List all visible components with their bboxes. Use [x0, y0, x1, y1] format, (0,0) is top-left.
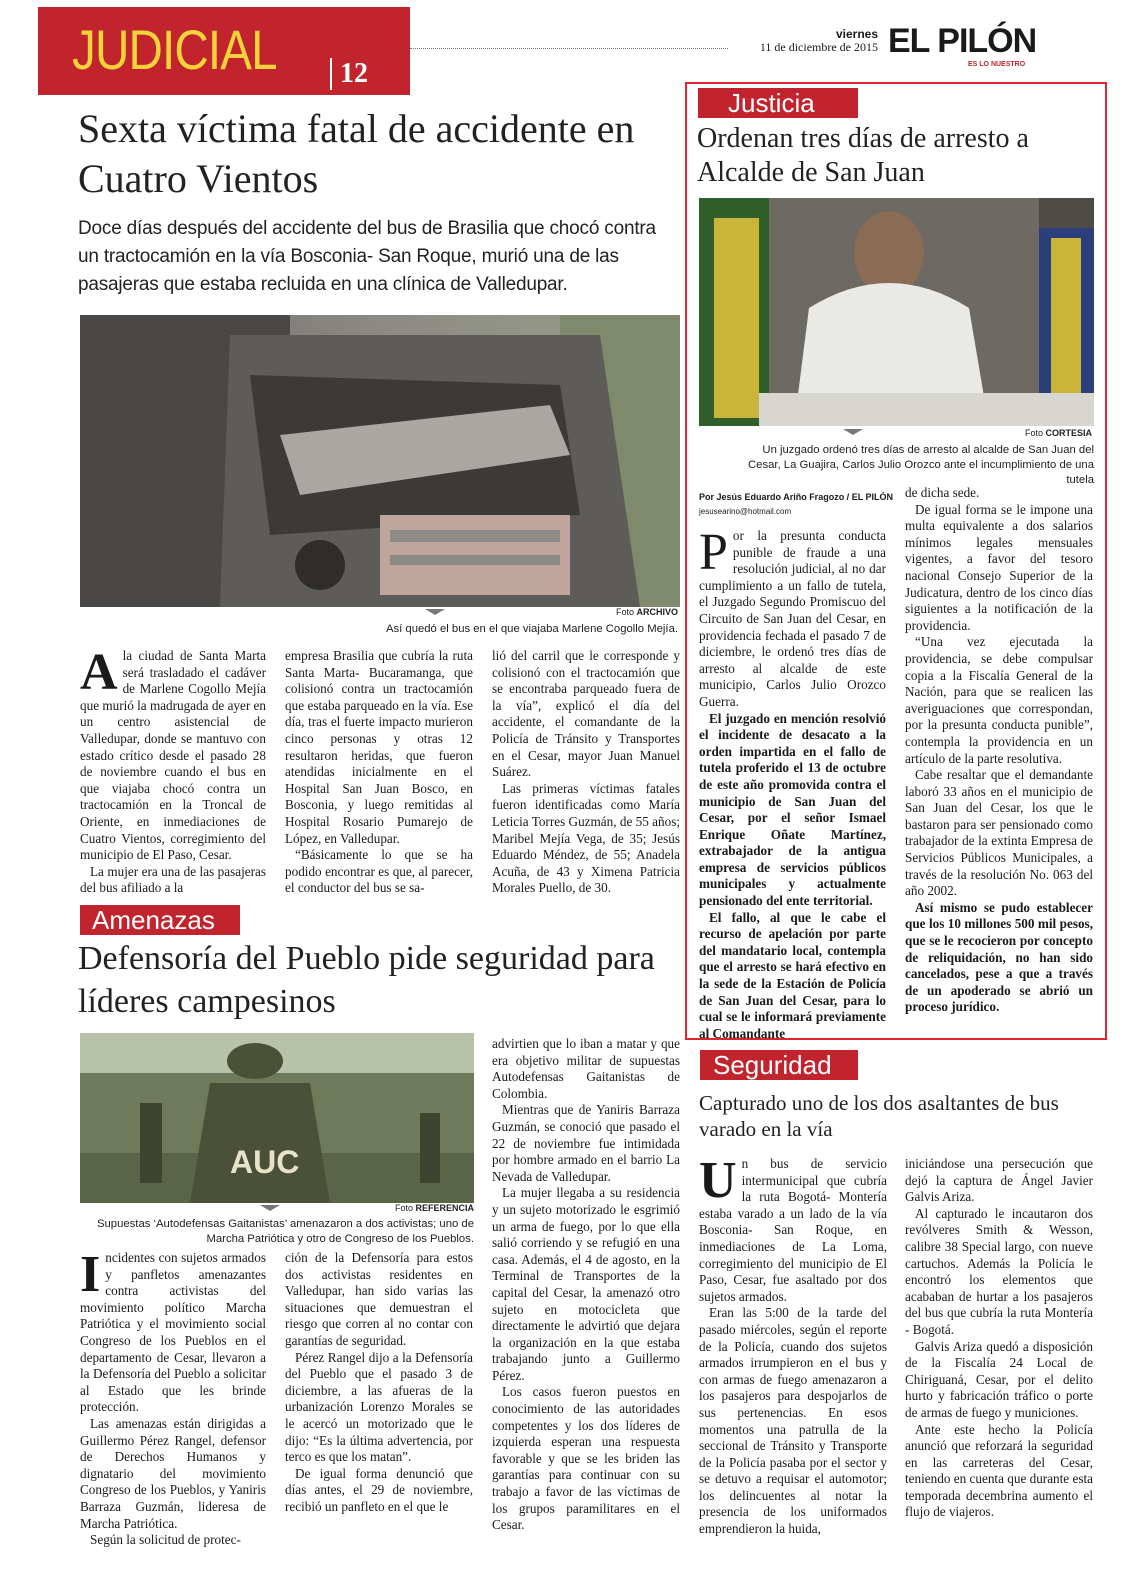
paragraph: ción de la Defensoría para estos dos activistas residentes en Valledupar, han sido varias las situaciones que demuestran el riesgo que corren al no contar con garantías de seguridad.	[285, 1250, 473, 1348]
paragraph: “Una vez ejecutada la providencia, se debe compulsar copia a la Fiscalía General de la Nación, para que se realicen las averiguaciones que correspondan, por la presunta conducta punible”, contempla la providencia en un artículo de la parte resolutiva.	[905, 634, 1093, 766]
article1-photo-credit: Foto ARCHIVO	[615, 607, 678, 617]
article1-dropcap: A	[80, 644, 118, 701]
header-rule	[410, 48, 728, 49]
article1-title: Sexta víctima fatal de accidente en Cuatro Vientos	[78, 106, 635, 201]
page-number-divider	[330, 58, 332, 90]
article3-photo-credit: Foto REFERENCIA	[394, 1203, 474, 1213]
armed-group-illustration	[80, 1033, 474, 1203]
header-date: 11 de diciembre de 2015	[759, 40, 878, 54]
paragraph: Eran las 5:00 de la tarde del pasado miércoles, según el reporte de la Policía, cuando dos sujetos armados irrumpieron en el bus y con armas de fuego amenazaron a los pasajeros para despojarlos de sus pertenencias. En esos momentos una patrulla de la seccional de Tránsito y Transporte de la Policía pasaba por el sector y se detuvo a requisar el automotor; los delincuentes al notar la presencia de los uniformados emprendieron la huida,	[699, 1305, 887, 1537]
article1-lead: Doce días después del accidente del bus de Brasilia que chocó contra un tractocamión en la vía Bosconia- San Roque, murió una de las pasajeras que estaba recluida en una clínica de Valledupar.	[78, 218, 656, 295]
paragraph: Las primeras víctimas fatales fueron identificadas como María Leticia Torres Guzmán, de 55 años; Maribel Mejía Vega, de 35; Jesús Eduardo Méndez, de 55; Anadela Acuña, de 43 y Ximena Patricia Morales Puello, de 30.	[492, 780, 680, 896]
article2-section-label: Justicia	[728, 88, 815, 118]
article2-title: Ordenan tres días de arresto a Alcalde de San Juan	[697, 123, 1029, 188]
paragraph: empresa Brasilia que cubría la ruta Santa Marta- Bucaramanga, que colisionó contra un tractocamión que estaba parqueado en la vía. Ese día, tras el fuerte impacto murieron cinco personas y otras 12 resultaron heridas, que fueron atendidas inicialmente en el Hospital San Juan Bosco, en Bosconia, y luego remitidas al Hospital Rosario Pumarejo de López, en Valledupar.	[285, 648, 473, 846]
paragraph: Las amenazas están dirigidas a Guillermo Pérez Rangel, defensor de Derechos Humanos y dignatario del movimiento Congreso de los Pueblos, y Yaniris Barraza Guzmán, lideresa de Marcha Patriótica.	[80, 1415, 266, 1531]
paragraph: Así mismo se pudo establecer que los 10 millones 500 mil pesos, que se le recocieron por concepto de reliquidación, no han sido cancelados, pese a que a través de un apoderado se abrió un proceso jurídico.	[905, 899, 1093, 1015]
bus-wreck-illustration	[80, 315, 680, 607]
article4-column-2	[905, 1156, 1093, 1521]
paragraph: lió del carril que le corresponde y colisionó con el tractocamión que se encontraba parqueado fuera de la vía”, explicó el día del accidente, el comandante de la Policía de Tránsito y Transportes en el Cesar, mayor Juan Manuel Suárez.	[492, 648, 680, 780]
mayor-at-desk-illustration	[699, 198, 1094, 426]
article3-column-1	[80, 1246, 266, 1549]
paragraph: La mujer llegaba a su residencia y un sujeto motorizado le esgrimió un arma de fuego, por lo que ella salió corriendo y se refugió en una casa. Además, el 4 de agosto, en la Terminal de Transportes de la capital del Cesar, la amenazó otro sujeto en motocicleta que directamente le advirtió que dejara la organización en la que estaba trabajando junto a Guillermo Pérez.	[492, 1185, 680, 1383]
article4-column-1	[699, 1152, 887, 1538]
article1-column-1	[80, 644, 267, 897]
paragraph: Mientras que de Yaniris Barraza Guzmán, se conoció que pasado el 22 de noviembre fue intimidada por hombre armado en el barrio La Nevada de Valledupar.	[492, 1102, 680, 1184]
paragraph: iniciándose una persecución que dejó la captura de Ángel Javier Galvis Ariza.	[905, 1156, 1093, 1205]
paragraph: Cabe resaltar que el demandante laboró 33 años en el municipio de San Juan del Cesar, los que le bastaron para ser pensionado como trabajador de la extinta Empresa de Servicios Públicos Municipales, a través de la resolución No. 063 del año 2002.	[905, 767, 1093, 899]
article1-column-2	[285, 648, 473, 897]
article2-column-1	[699, 524, 886, 1042]
paragraph: ncidentes con sujetos armados y panfletos amenazantes contra activistas del movimiento político Marcha Patriótica y el movimiento social Congreso de los Pueblos en el departamento de Cesar, llevaron a la Defensoría del Pueblo a solicitar al Estado que les brinde protección.	[80, 1250, 266, 1415]
paragraph: Los casos fueron puestos en conocimiento de las autoridades competentes y los dos líderes de izquierda esperan una respuesta favorable y que se les briden las garantías para continuar con su trabajo a favor de las víctimas de los grupos paramilitares en el Cesar.	[492, 1384, 680, 1533]
article3-column-3	[492, 1036, 680, 1534]
article3-caption: Supuestas ‘Autodefensas Gaitanistas’ amenazaron a dos activistas; uno de Marcha Patriótica y otro de Congreso de los Pueblos.	[96, 1218, 474, 1245]
section-title: JUDICIAL	[72, 18, 277, 81]
article2-caption-pointer	[843, 429, 863, 435]
article3-column-2	[285, 1250, 473, 1516]
article2-byline: Por Jesús Eduardo Ariño Fragozo / EL PILÓN	[699, 492, 894, 502]
paragraph: Pérez Rangel dijo a la Defensoría del Pueblo que el pasado 3 de diciembre, a las afueras de la urbanización Lorenzo Morales se le acercó un motorizado que le dijo: “Es la última advertencia, por terco es que los matan”.	[285, 1349, 473, 1465]
paragraph: Al capturado le incautaron dos revólveres Smith & Wesson, calibre 38 Special largo, con nueve cartuchos. Además la Policía le encontró los elementos que acababan de hurtar a los pasajeros del bus que cubría la ruta Montería - Bogotá.	[905, 1205, 1093, 1337]
article3-dropcap: I	[80, 1246, 101, 1303]
article3-caption-pointer	[260, 1205, 280, 1211]
header-day: viernes	[835, 27, 878, 41]
paragraph: El fallo, al que le cabe el recurso de apelación por parte del mandatario local, contempla que el arresto se hará efectivo en la sede de la Estación de Policía de San Juan del Cesar, para lo cual se le informará previamente al Comandante	[699, 909, 886, 1041]
article1-photo-bus-wreck	[80, 315, 680, 607]
article2-photo-mayor	[699, 198, 1094, 426]
paragraph: de dicha sede.	[905, 485, 980, 500]
paragraph: or la presunta conducta punible de fraude a una resolución judicial, al no dar cumplimiento a un fallo de tutela, el Juzgado Segundo Promiscuo del Circuito de San Juan del Cesar, en providencia fechada el pasado 7 de diciembre, le ordenó tres días de arresto al alcalde de este municipio, Carlos Julio Orozco Guerra.	[699, 528, 886, 709]
article1-column-3	[492, 648, 680, 897]
paragraph: La mujer era una de las pasajeras del bus afiliado a la	[80, 863, 266, 896]
paragraph: Ante este hecho la Policía anunció que reforzará la seguridad en las carreteras del Cesar, teniendo en cuenta que durante esta temporada decembrina aumento el flujo de viajeros.	[905, 1421, 1093, 1520]
paragraph: De igual forma denunció que días antes, el 29 de noviembre, recibió un panfleto en el que le	[285, 1465, 473, 1514]
auc-patch-text: AUC	[230, 1144, 300, 1180]
article4-dropcap: U	[699, 1152, 737, 1209]
paragraph: advirtien que lo iban a matar y que era objetivo militar de supuestas Autodefensas Gaitanistas de Colombia.	[492, 1036, 680, 1101]
article2-column-2	[905, 485, 1093, 1016]
article3-photo-armed-group	[80, 1033, 474, 1203]
page-number: 12	[340, 58, 368, 89]
article4-section-label: Seguridad	[713, 1050, 832, 1080]
paragraph: Según la solicitud de protec-	[90, 1532, 241, 1548]
paragraph: De igual forma se le impone una multa equivalente a dos salarios mínimos legales mensuales vigentes, a favor del tesoro nacional Consejo Superior de la Judicatura, dentro de los cinco días siguientes a la notificación de la providencia.	[905, 501, 1093, 633]
paragraph: la ciudad de Santa Marta será trasladado el cadáver de Marlene Cogollo Mejía que murió la madrugada de ayer en un centro asistencial de Valledupar, donde se mantuvo con estado crítico desde el pasado 28 de noviembre cuando el bus en que viajaba chocó contra un tractocamión en la Troncal de Oriente, en inmediaciones de Cuatro Vientos, corregimiento del municipio de El Paso, Cesar.	[80, 648, 267, 863]
paragraph: n bus de servicio intermunicipal que cubría la ruta Bogotá- Montería estaba varado a un lado de la vía Bosconia- San Roque, en inmediaciones de La Loma, corregimiento del municipio de El Paso, Cesar, fue asaltado por dos sujetos armados.	[699, 1156, 887, 1304]
article1-caption: Así quedó el bus en el que viajaba Marlene Cogollo Mejía.	[385, 623, 678, 635]
article1-caption-pointer	[425, 609, 445, 615]
article3-title: Defensoría del Pueblo pide seguridad para líderes campesinos	[78, 940, 655, 1020]
newspaper-logo: EL PILÓN	[888, 22, 1037, 60]
paragraph: “Básicamente lo que se ha podido encontrar es que, al parecer, el conductor del bus se sa-	[285, 847, 473, 896]
article2-caption: Un juzgado ordenó tres días de arresto al alcalde de San Juan del Cesar, La Guajira, Carlos Julio Orozco ante el incumplimiento de una tutela	[748, 444, 1094, 486]
article2-photo-credit: Foto CORTESIA	[1024, 428, 1092, 438]
article4-title: Capturado uno de los dos asaltantes de bus varado en la vía	[699, 1091, 1059, 1141]
article3-section-label: Amenazas	[92, 905, 215, 935]
article2-dropcap: P	[699, 524, 728, 581]
paragraph: Galvis Ariza quedó a disposición de la Fiscalía 24 Local de Chiriguaná, Cesar, por el delito hurto y fabricación tráfico o porte de armas de fuego y municiones.	[905, 1338, 1093, 1420]
paragraph: El juzgado en mención resolvió el incidente de desacato a la orden impartida en el fallo de tutela proferido el 13 de octubre de este año promovida contra el municipio de San Juan del Cesar, por el señor Ismael Enrique Oñate Martínez, extrabajador de la antigua empresa de servicios públicos municipales y actualmente pensionado del ente territorial.	[699, 710, 886, 909]
newspaper-tagline: ES LO NUESTRO	[968, 61, 1026, 68]
article2-email: jesusearino@hotmail.com	[699, 507, 792, 516]
